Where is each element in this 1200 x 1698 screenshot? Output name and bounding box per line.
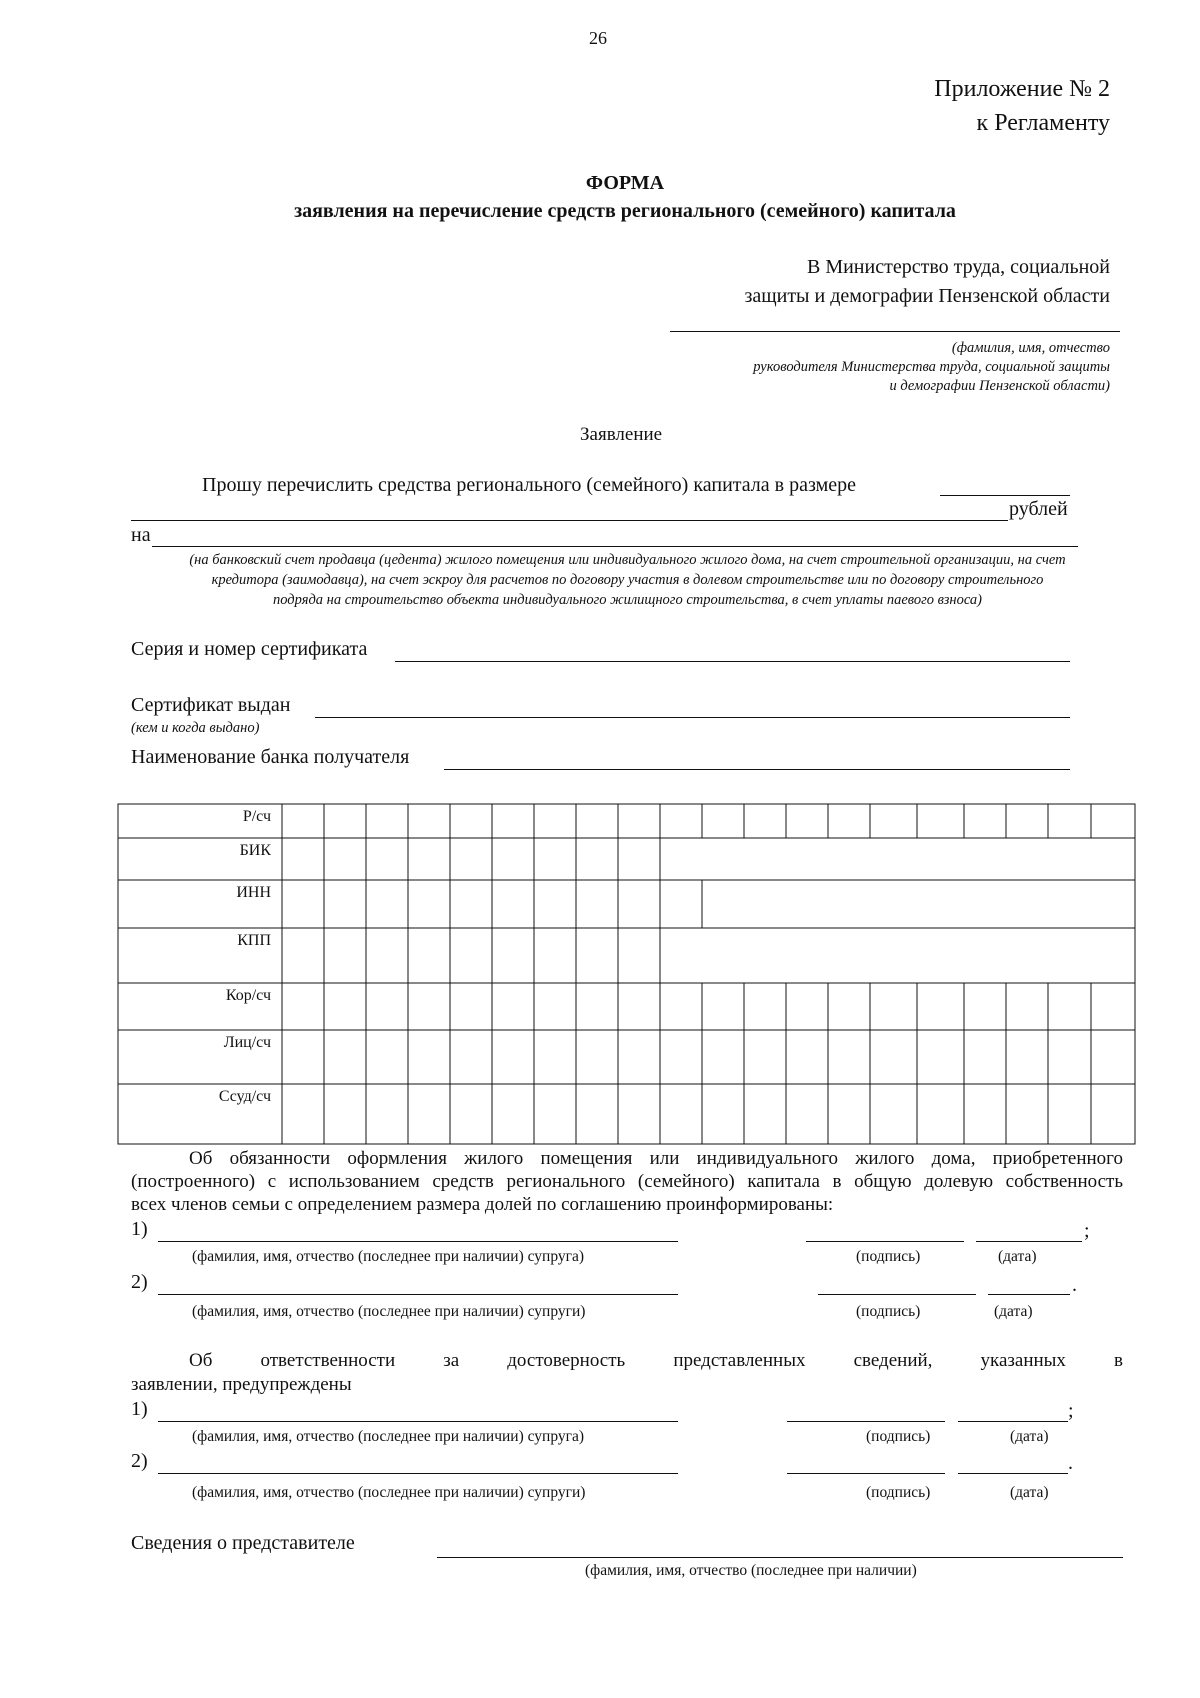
statement-title: Заявление (580, 424, 663, 445)
responsibility-n2: 2) (131, 1450, 148, 1472)
responsibility-n1: 1) (131, 1398, 148, 1420)
ownership-sign1-field[interactable] (806, 1241, 964, 1242)
addressee-hint2: руководителя Министерства труда, социальной защиты (753, 359, 1110, 375)
resp-hint-date1: (дата) (1010, 1428, 1049, 1445)
ownership-period: . (1072, 1274, 1077, 1296)
row-label-ssud: Ссуд/сч (218, 1088, 271, 1105)
ownership-line1: Об обязанности оформления жилого помещения или индивидуального жилого дома, приобретенного (189, 1148, 1123, 1169)
appendix-line2: к Регламенту (976, 110, 1110, 136)
row-label-lits: Лиц/сч (223, 1034, 271, 1051)
row-label-kors: Кор/сч (225, 987, 271, 1004)
ownership-date1-field[interactable] (976, 1241, 1082, 1242)
ownership-date2-field[interactable] (988, 1294, 1070, 1295)
resp-hint-spouse-m: (фамилия, имя, отчество (последнее при наличии) супруга) (192, 1428, 585, 1445)
representative-field[interactable] (437, 1557, 1123, 1558)
form-title: ФОРМА (585, 172, 665, 194)
resp-hint-spouse-f: (фамилия, имя, отчество (последнее при наличии) супруги) (192, 1484, 586, 1501)
responsibility-line1: Об ответственности за достоверность представленных сведений, указанных в (189, 1350, 1123, 1371)
ownership-hint-spouse-m: (фамилия, имя, отчество (последнее при наличии) супруга) (192, 1248, 585, 1265)
responsibility-period: . (1068, 1452, 1073, 1474)
resp-hint-sign2: (подпись) (866, 1484, 931, 1501)
ownership-line2: (построенного) с использованием средств регионального (семейного) капитала в общую долевую собственность (131, 1171, 1123, 1192)
na-label: на (131, 524, 151, 546)
addressee-hint1: (фамилия, имя, отчество (951, 340, 1110, 356)
resp-spouse-f-field[interactable] (158, 1473, 678, 1474)
row-label-inn: ИНН (236, 884, 271, 901)
resp-hint-date2: (дата) (1010, 1484, 1049, 1501)
bank-label: Наименование банка получателя (131, 746, 410, 768)
ownership-n2: 2) (131, 1271, 148, 1293)
representative-hint: (фамилия, имя, отчество (последнее при наличии) (585, 1562, 917, 1579)
resp-date2-field[interactable] (958, 1473, 1068, 1474)
ownership-semicolon: ; (1084, 1220, 1090, 1242)
row-label-rs: Р/сч (242, 808, 271, 825)
ownership-hint-date1: (дата) (998, 1248, 1037, 1265)
resp-spouse-m-field[interactable] (158, 1421, 678, 1422)
row-label-bik: БИК (239, 842, 271, 859)
ownership-hint-date2: (дата) (994, 1303, 1033, 1320)
rubles-label: рублей (1009, 498, 1068, 520)
ownership-hint-sign1: (подпись) (856, 1248, 921, 1265)
series-label: Серия и номер сертификата (131, 638, 368, 660)
issued-label: Сертификат выдан (131, 694, 291, 716)
ownership-hint-spouse-f: (фамилия, имя, отчество (последнее при наличии) супруги) (192, 1303, 586, 1320)
page-number: 26 (589, 28, 607, 48)
form-subtitle: заявления на перечисление средств регионального (семейного) капитала (294, 200, 956, 222)
request-hint2: кредитора (заимодавца), на счет эскроу для расчетов по договору участия в долевом строительстве или по договору строительного (211, 572, 1044, 588)
responsibility-line2: заявлении, предупреждены (131, 1374, 352, 1395)
request-hint3: подряда на строительство объекта индивидуального жилищного строительства, в счет уплаты паевого взноса) (273, 592, 982, 608)
appendix-line1: Приложение № 2 (934, 76, 1110, 102)
ownership-n1: 1) (131, 1218, 148, 1240)
responsibility-semicolon: ; (1068, 1400, 1074, 1422)
resp-sign2-field[interactable] (787, 1473, 945, 1474)
ownership-line3: всех членов семьи с определением размера долей по соглашению проинформированы: (131, 1194, 834, 1215)
issued-hint: (кем и когда выдано) (131, 720, 260, 736)
ownership-spouse-m-field[interactable] (158, 1241, 678, 1242)
addressee-hint3: и демографии Пензенской области) (889, 378, 1110, 394)
request-line1: Прошу перечислить средства регионального (семейного) капитала в размере (202, 474, 857, 496)
resp-hint-sign1: (подпись) (866, 1428, 931, 1445)
request-hint1: (на банковский счет продавца (цедента) жилого помещения или индивидуального жилого дома, на счет строительной организации, на счет (189, 552, 1066, 568)
addressee-line1: В Министерство труда, социальной (806, 256, 1110, 278)
resp-date1-field[interactable] (958, 1421, 1068, 1422)
ownership-hint-sign2: (подпись) (856, 1303, 921, 1320)
row-label-kpp: КПП (237, 932, 271, 949)
representative-label: Сведения о представителе (131, 1532, 355, 1554)
ownership-spouse-f-field[interactable] (158, 1294, 678, 1295)
resp-sign1-field[interactable] (787, 1421, 945, 1422)
ownership-sign2-field[interactable] (818, 1294, 976, 1295)
addressee-line2: защиты и демографии Пензенской области (744, 285, 1110, 307)
